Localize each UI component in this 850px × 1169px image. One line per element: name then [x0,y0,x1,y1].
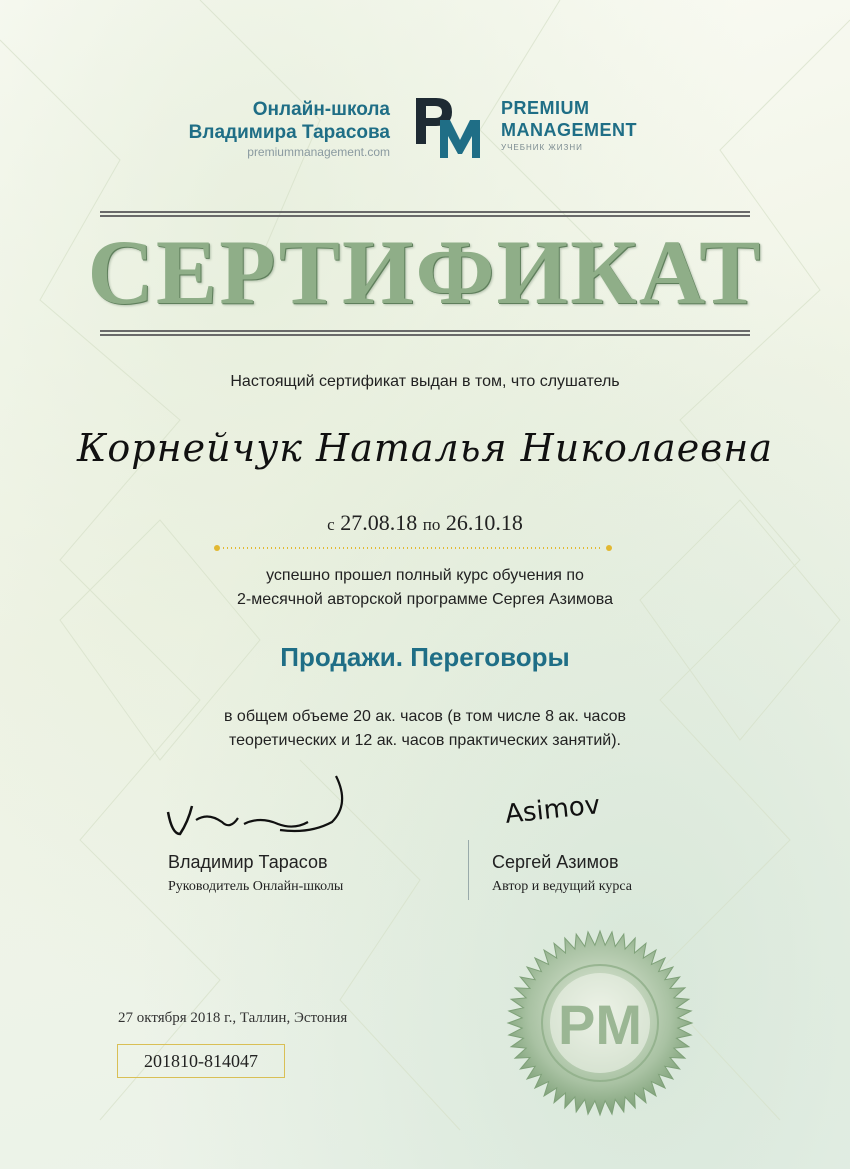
hours-line2: теоретических и 12 ак. часов практических занятий). [229,732,621,749]
period-from-prefix: с [327,515,335,534]
course-title: Продажи. Переговоры [280,642,570,672]
seal-letters: PM [558,993,642,1056]
bottom-rule [100,330,750,337]
pm-seal [505,928,695,1118]
certificate-title: СЕРТИФИКАТ [87,221,763,323]
school-header [150,98,390,160]
signatory-role: Руководитель Онлайн-школы [168,879,344,894]
brand-tagline: УЧЕБНИК ЖИЗНИ [501,143,583,152]
hours-text [0,705,850,753]
brand-header [501,97,637,154]
signatory-name: Владимир Тарасов [168,852,328,872]
signature-azimov: Asimov [503,790,602,830]
brand-line2: MANAGEMENT [501,120,637,140]
brand-line1: PREMIUM [501,98,590,118]
signature-tarasov [160,772,360,842]
period-to-prefix: по [422,515,441,534]
completion-line1: успешно прошел полный курс обучения по [266,567,584,584]
signatory-role: Автор и ведущий курса [492,879,632,894]
recipient-name: Корнейчук Наталья Николаевна [77,426,773,470]
period-from-date: 27.08.18 [340,510,418,535]
signature-divider [468,840,469,900]
pm-logo [412,96,482,160]
hours-line1: в общем объеме 20 ак. часов (в том числе 8 ак. часов [223,708,627,725]
completion-line2: 2-месячной авторской программе Сергея Азимова [236,591,614,608]
school-name-line2: Владимира Тарасова [188,122,390,143]
school-name-line1: Онлайн-школа [252,99,390,120]
top-rule [100,211,750,218]
completion-text [0,564,850,612]
period-to-date: 26.10.18 [445,510,523,535]
certificate-number: 201810-814047 [117,1044,285,1078]
signatory-name: Сергей Азимов [492,852,619,872]
gold-divider [213,544,613,552]
signatory-azimov [492,852,632,895]
course-period [0,510,850,536]
signatory-tarasov [168,852,343,895]
intro-text: Настоящий сертификат выдан в том, что слушатель [230,373,620,390]
school-url: premiummanagement.com [247,145,390,159]
issue-date: 27 октября 2018 г., Таллин, Эстония [118,1010,348,1026]
